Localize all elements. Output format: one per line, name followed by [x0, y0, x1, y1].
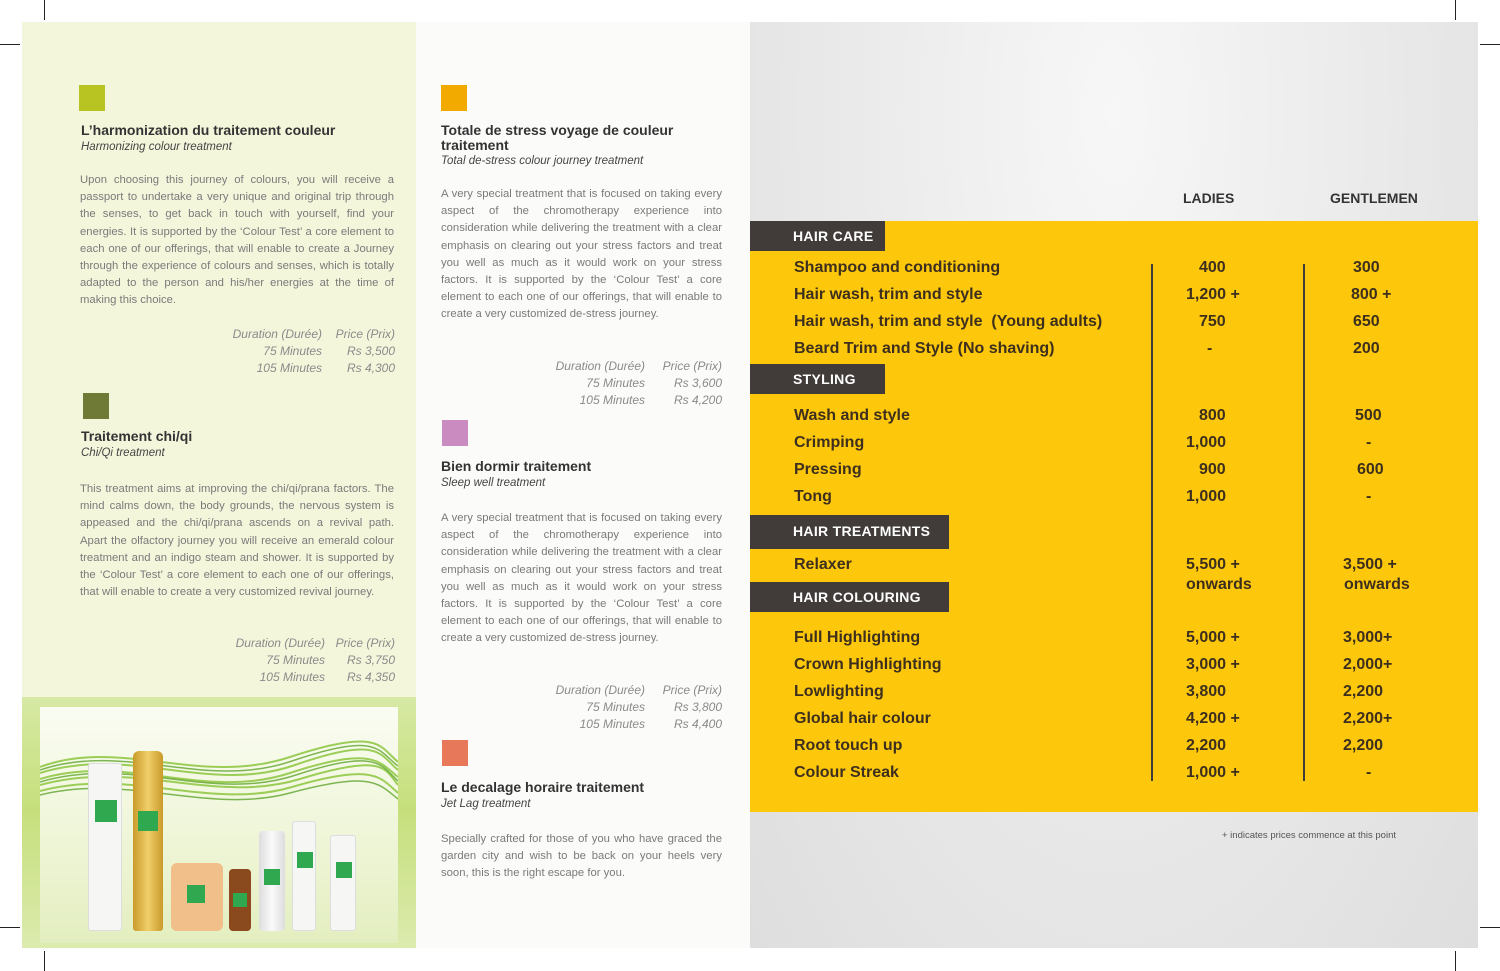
price-value: Rs 4,350 — [346, 670, 395, 684]
service-name: Crimping — [794, 434, 865, 451]
service-name: Shampoo and conditioning — [794, 259, 1001, 276]
treatment-description: A very special treatment that is focused on taking every aspect of the chromotherapy experience into consideration while delivering the treatment with a clear emphasis on clearing out your stress factors and treat you well as much as it would work on your stress factors. It is supported by the ‘Colour Test’ a core element to each one of our offerings, that will enable to create a very customized de-stress journey. — [441, 188, 722, 321]
ladies-price: 3,000 + — [1186, 656, 1240, 673]
product-photo — [40, 707, 398, 943]
gentlemen-price: 2,000+ — [1343, 656, 1393, 673]
gentlemen-price: 200 — [1353, 340, 1380, 357]
price-header: Price (Prix) — [335, 327, 395, 341]
color-swatch — [442, 740, 468, 766]
gentlemen-price: 3,500 + — [1343, 556, 1397, 573]
crop-mark — [44, 0, 45, 20]
treatment-title: Le decalage horaire traitement — [441, 779, 645, 795]
scrub-jar — [171, 863, 223, 931]
service-name: Relaxer — [794, 556, 852, 573]
gentlemen-price: 3,000+ — [1343, 629, 1393, 646]
product-box — [292, 821, 316, 931]
service-name: Global hair colour — [794, 710, 931, 727]
category-hair-colouring: HAIR COLOURING — [750, 582, 949, 612]
ladies-price: 900 — [1199, 461, 1226, 478]
price-header: Price (Prix) — [662, 683, 722, 697]
ladies-price: - — [1207, 340, 1213, 357]
duration-value: 75 Minutes — [586, 376, 645, 390]
price-column — [322, 326, 395, 377]
treatment-description: This treatment aims at improving the chi/qi/prana factors. The mind calms down, the body grounds, the nervous system is appeased and the chi/qi/prana ascends on a revival path. Apart the olfactory journey you will receive an emerald colour treatment and an indigo steam and shower. It is supported by the ‘Colour Test’ a core element to each one of our offerings, that will enable to create a very customized revival journey. — [80, 483, 394, 599]
treatment-subtitle: Total de-stress colour journey treatment — [441, 155, 644, 167]
product-label — [233, 893, 247, 907]
ladies-column-header: LADIES — [1183, 190, 1235, 206]
ladies-price: 1,000 — [1186, 488, 1227, 505]
treatment-title: Bien dormir traitement — [441, 458, 592, 474]
treatment-title: Traitement chi/qi — [81, 428, 193, 444]
gentlemen-price: 2,200 — [1343, 683, 1384, 700]
crop-mark — [0, 44, 20, 45]
ladies-price: 4,200 + — [1186, 710, 1240, 727]
service-name: Root touch up — [794, 737, 903, 754]
duration-value: 75 Minutes — [266, 653, 325, 667]
gentlemen-price: 300 — [1353, 259, 1380, 276]
price-value: Rs 4,200 — [673, 393, 722, 407]
duration-header: Duration (Durée) — [555, 683, 645, 697]
gentlemen-price: 2,200 — [1343, 737, 1384, 754]
gentlemen-price: 600 — [1357, 461, 1384, 478]
ladies-price: 1,200 + — [1186, 286, 1240, 303]
duration-value: 75 Minutes — [586, 700, 645, 714]
price-value: Rs 3,600 — [673, 376, 722, 390]
service-name: Lowlighting — [794, 683, 884, 700]
gentlemen-price-note: onwards — [1344, 576, 1410, 593]
gentlemen-price: - — [1366, 434, 1372, 451]
service-name: Colour Streak — [794, 764, 899, 781]
ladies-price: 3,800 — [1186, 683, 1227, 700]
price-column — [650, 682, 722, 733]
product-box — [88, 763, 122, 931]
ladies-price: 5,000 + — [1186, 629, 1240, 646]
treatment-subtitle: Sleep well treatment — [441, 477, 546, 489]
color-swatch — [441, 85, 467, 111]
ladies-price: 1,000 — [1186, 434, 1227, 451]
price-header: Price (Prix) — [662, 359, 722, 373]
service-name: Full Highlighting — [794, 629, 921, 646]
column-divider — [1303, 264, 1305, 781]
crop-mark — [44, 951, 45, 971]
treatment-description: Upon choosing this journey of colours, you will receive a passport to undertake a very unique and original trip through the senses, to get back in touch with yourself, find your energies. It is supported by the ‘Colour Test’ a core element to each one of our offerings, that will enable to create a Journey through the experience of colours and senses, which is totally adapted to the person and his/her energies at the time of making this choice. — [80, 174, 394, 307]
crop-mark — [1455, 951, 1456, 971]
product-label — [297, 852, 313, 868]
price-value: Rs 4,300 — [346, 361, 395, 375]
gentlemen-price: 650 — [1353, 313, 1380, 330]
ladies-price-note: onwards — [1186, 576, 1252, 593]
gentlemen-column-header: GENTLEMEN — [1330, 190, 1418, 206]
crop-mark — [0, 927, 20, 928]
treatment-subtitle: Chi/Qi treatment — [81, 447, 165, 459]
duration-value: 75 Minutes — [263, 344, 322, 358]
duration-column — [200, 326, 322, 377]
duration-column — [200, 635, 325, 686]
column-divider — [1151, 264, 1153, 781]
price-value: Rs 3,750 — [346, 653, 395, 667]
service-name: Pressing — [794, 461, 862, 478]
price-column — [325, 635, 395, 686]
category-hair-care: HAIR CARE — [750, 221, 885, 251]
color-swatch — [83, 393, 109, 419]
product-label — [138, 811, 158, 831]
duration-header: Duration (Durée) — [235, 636, 325, 650]
treatment-subtitle: Jet Lag treatment — [441, 798, 531, 810]
ladies-price: 2,200 — [1186, 737, 1227, 754]
treatment-description: A very special treatment that is focused on taking every aspect of the chromotherapy experience into consideration while delivering the treatment with a clear emphasis on clearing out your stress factors and treat you well as much as it would work on your stress factors. It is supported by the ‘Colour Test’ a core element to each one of our offerings, that will enable to create a very customized de-stress journey. — [441, 512, 722, 645]
category-hair-treatments: HAIR TREATMENTS — [750, 515, 949, 549]
category-styling: STYLING — [750, 364, 885, 394]
product-label — [264, 869, 280, 885]
gentlemen-price: 800 + — [1351, 286, 1392, 303]
perfume-bottle — [259, 831, 285, 931]
ladies-price: 400 — [1199, 259, 1226, 276]
duration-value: 105 Minutes — [579, 717, 645, 731]
duration-header: Duration (Durée) — [555, 359, 645, 373]
price-column — [650, 358, 722, 409]
gentlemen-price: 2,200+ — [1343, 710, 1393, 727]
treatment-title: Totale de stress voyage de couleur traitement — [441, 122, 674, 153]
product-image — [22, 697, 416, 948]
service-name: Tong — [794, 488, 832, 505]
treatment-subtitle: Harmonizing colour treatment — [81, 141, 232, 153]
amber-bottle — [229, 869, 251, 931]
oil-bottle — [133, 751, 163, 931]
service-name: Crown Highlighting — [794, 656, 942, 673]
ladies-price: 1,000 + — [1186, 764, 1240, 781]
ladies-price: 800 — [1199, 407, 1226, 424]
crop-mark — [1480, 44, 1500, 45]
gentlemen-price: - — [1366, 488, 1372, 505]
ladies-price: 750 — [1199, 313, 1226, 330]
ladies-price: 5,500 + — [1186, 556, 1240, 573]
price-footnote: + indicates prices commence at this point — [1222, 830, 1396, 841]
treatment-description: Specially crafted for those of you who have graced the garden city and wish to be back on your heels very soon, this is the right escape for you. — [441, 833, 722, 880]
duration-value: 105 Minutes — [579, 393, 645, 407]
price-value: Rs 3,800 — [673, 700, 722, 714]
crop-mark — [1480, 927, 1500, 928]
product-label — [187, 885, 205, 903]
price-header: Price (Prix) — [335, 636, 395, 650]
service-name: Wash and style — [794, 407, 910, 424]
color-swatch — [79, 85, 105, 111]
price-value: Rs 3,500 — [346, 344, 395, 358]
product-label — [95, 800, 117, 822]
treatment-title: L’harmonization du traitement couleur — [81, 122, 336, 138]
crop-mark — [1455, 0, 1456, 20]
gentlemen-price: 500 — [1355, 407, 1382, 424]
gentlemen-price: - — [1366, 764, 1372, 781]
duration-value: 105 Minutes — [259, 670, 325, 684]
duration-value: 105 Minutes — [256, 361, 322, 375]
product-label — [336, 862, 352, 878]
duration-column — [530, 358, 645, 409]
service-name: Hair wash, trim and style — [794, 286, 983, 303]
duration-column — [530, 682, 645, 733]
duration-header: Duration (Durée) — [232, 327, 322, 341]
service-name: Beard Trim and Style (No shaving) — [794, 340, 1055, 357]
color-swatch — [442, 420, 468, 446]
price-value: Rs 4,400 — [673, 717, 722, 731]
product-box — [330, 835, 356, 931]
service-name: Hair wash, trim and style (Young adults) — [794, 313, 1103, 330]
